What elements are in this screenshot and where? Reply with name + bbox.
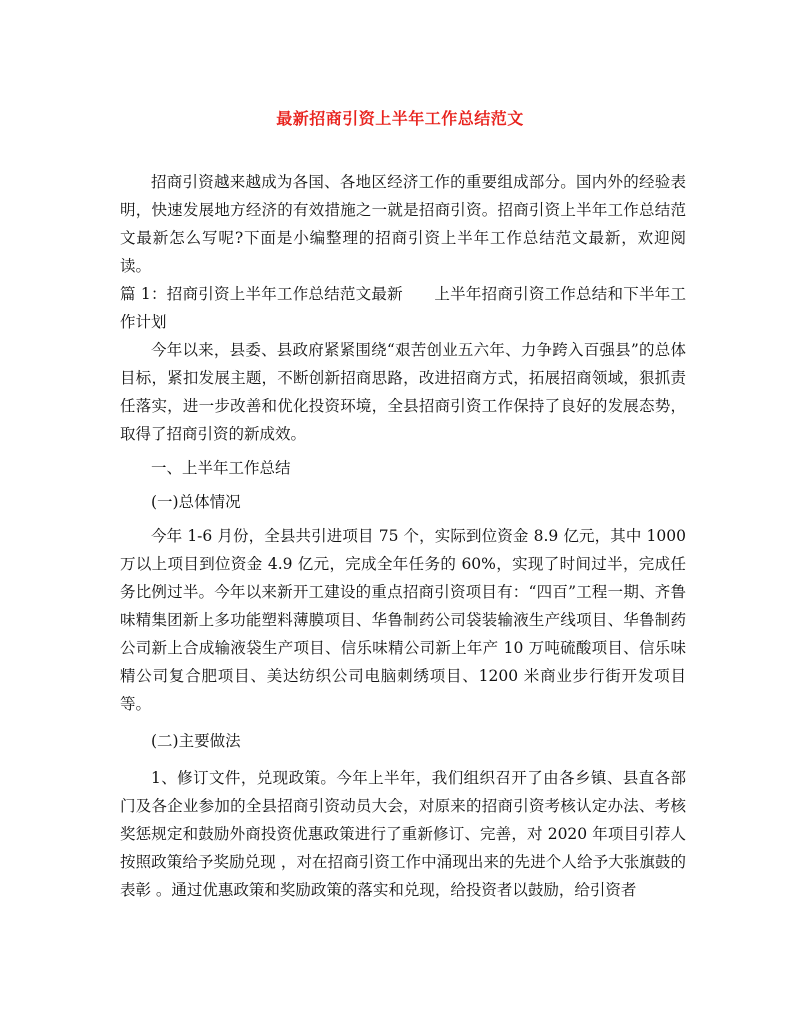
section-heading-summary: 一、上半年工作总结	[151, 459, 291, 477]
document-title: 最新招商引资上半年工作总结范文	[276, 109, 524, 128]
subsection-heading-methods: (二)主要做法	[151, 732, 241, 750]
overview-paragraph: 今年以来，县委、县政府紧紧围绕“艰苦创业五六年、力争跨入百强县”的总体目标，紧扣发展主题，不断创新招商思路，改进招商方式，拓展招商领域，狠抓责任落实，进一步改善和优化投资环境，全县招商引资工作保持了良好的发展态势，取得了招商引资的新成效。	[120, 341, 686, 443]
overall-situation-paragraph: 今年 1-6 月份，全县共引进项目 75 个，实际到位资金 8.9 亿元，其中 1000 万以上项目到位资金 4.9 亿元，完成全年任务的 60%，实现了时间过半，完成任务比例过半。今年以来新开工建设的重点招商引资项目有：“四百”工程一期、齐鲁味精集团新上多功能塑料薄膜项目、华鲁制药公司袋装输液生产线项目、华鲁制药公司新上合成输液袋生产项目、信乐味精公司新上年产 10 万吨硫酸项目、信乐味精公司复合肥项目、美达纺织公司电脑刺绣项目、1200 米商业步行街开发项目等。	[120, 527, 686, 713]
chapter-heading: 篇 1：招商引资上半年工作总结范文最新 上半年招商引资工作总结和下半年工作计划	[120, 285, 686, 331]
subsection-heading-overall: (一)总体情况	[151, 493, 241, 511]
intro-paragraph: 招商引资越来越成为各国、各地区经济工作的重要组成部分。国内外的经验表明，快速发展地方经济的有效措施之一就是招商引资。招商引资上半年工作总结范文最新怎么写呢?下面是小编整理的招商引资上半年工作总结范文最新，欢迎阅读。	[120, 173, 686, 275]
methods-paragraph: 1、修订文件，兑现政策。今年上半年，我们组织召开了由各乡镇、县直各部门及各企业参加的全县招商引资动员大会，对原来的招商引资考核认定办法、考核奖惩规定和鼓励外商投资优惠政策进行了重新修订、完善，对 2020 年项目引荐人按照政策给予奖励兑现 ，对在招商引资工作中涌现出来的先进个人给予大张旗鼓的表彰 。通过优惠政策和奖励政策的落实和兑现，给投资者以鼓励，给引资者	[120, 769, 686, 899]
document-body	[120, 168, 686, 904]
